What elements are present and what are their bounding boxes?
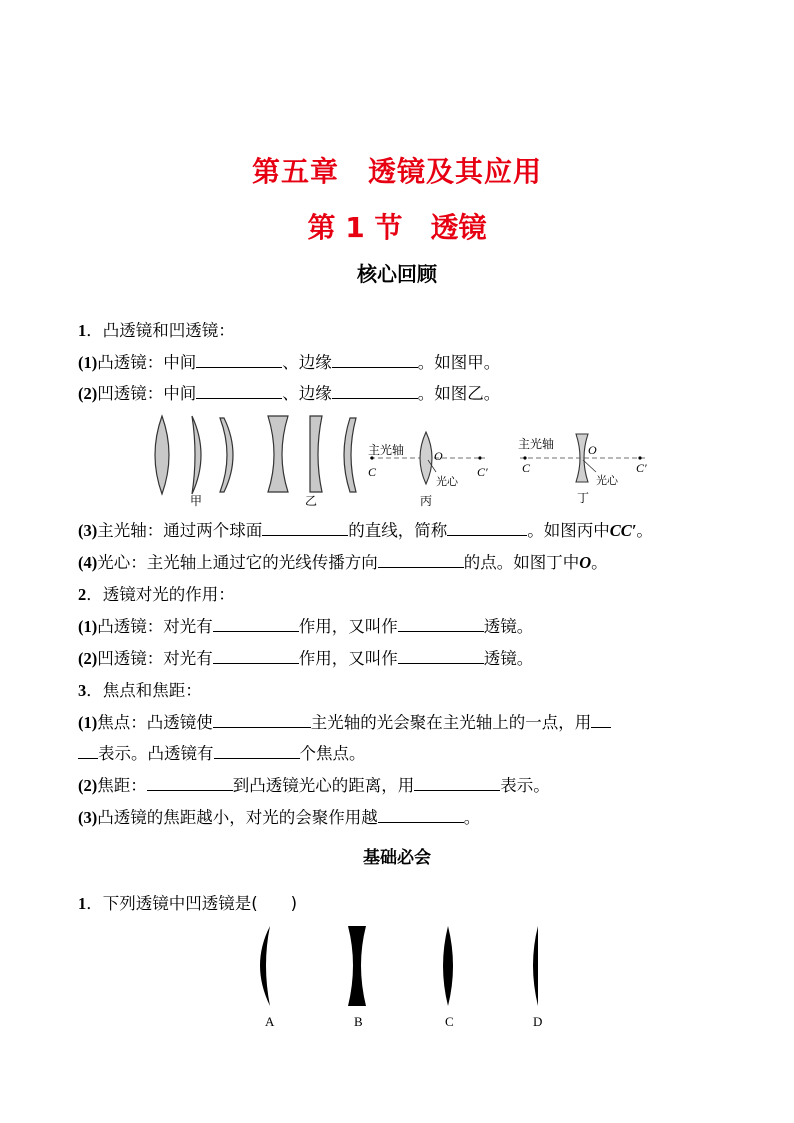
q1-part2: (2)凹透镜：中间 、边缘 。如图乙。 xyxy=(78,384,501,403)
meniscus-concave-lens xyxy=(344,418,356,492)
center-label-ding: 光心 xyxy=(596,475,618,487)
option-b-label: B xyxy=(354,1014,363,1029)
convex-lens-bing xyxy=(420,432,432,484)
q1-stem: 1．凸透镜和凹透镜： xyxy=(78,321,235,340)
blank[interactable] xyxy=(262,521,348,536)
q2-stem: 2．透镜对光的作用： xyxy=(78,585,235,604)
q1-part1: (1)凸透镜：中间 、边缘 。如图甲。 xyxy=(78,353,501,372)
center-label-bing: 光心 xyxy=(436,476,458,488)
blank[interactable] xyxy=(213,617,299,632)
option-d-label: D xyxy=(533,1014,543,1029)
label-jia: 甲 xyxy=(190,494,203,508)
exercise1-stem: 1．下列透镜中凹透镜是( ) xyxy=(78,894,298,913)
blank[interactable] xyxy=(196,384,282,399)
basics-heading: 基础必会 xyxy=(363,848,431,868)
c-label-bing: C xyxy=(368,465,377,479)
c-label-ding: C xyxy=(522,461,531,475)
label-ding: 丁 xyxy=(577,491,590,505)
q1-part3: (3)主光轴：通过两个球面 的直线，简称 。如图丙中CC′。 xyxy=(78,521,653,540)
blank[interactable] xyxy=(332,384,418,399)
chapter-title: 第五章 透镜及其应用 xyxy=(251,155,542,188)
option-c-label: C xyxy=(445,1014,454,1029)
q2-part2: (2)凹透镜：对光有 作用，又叫作 透镜。 xyxy=(78,649,534,668)
meniscus-convex-lens xyxy=(220,418,233,492)
blank[interactable] xyxy=(447,521,527,536)
option-a-lens xyxy=(260,926,270,1006)
blank[interactable] xyxy=(591,713,611,728)
blank[interactable] xyxy=(398,617,484,632)
c2-label-ding: C′ xyxy=(636,461,647,475)
c2-label-bing: C′ xyxy=(477,465,488,479)
blank[interactable] xyxy=(196,353,282,368)
option-c-lens xyxy=(443,926,453,1006)
blank[interactable] xyxy=(214,744,300,759)
o-label-ding: O xyxy=(588,443,597,457)
blank[interactable] xyxy=(213,713,311,728)
q3-part3: (3)凸透镜的焦距越小，对光的会聚作用越 。 xyxy=(78,808,481,827)
blank[interactable] xyxy=(332,353,418,368)
label-bing: 丙 xyxy=(420,494,433,508)
blank[interactable] xyxy=(147,776,233,791)
lens-figure xyxy=(140,410,660,515)
option-d-lens xyxy=(533,926,538,1006)
q1-part4: (4)光心：主光轴上通过它的光线传播方向 的点。如图丁中O。 xyxy=(78,553,608,572)
q3-stem: 3．焦点和焦距： xyxy=(78,681,202,700)
q2-part1: (1)凸透镜：对光有 作用，又叫作 透镜。 xyxy=(78,617,534,636)
section-title: 第 1 节 透镜 xyxy=(307,211,487,244)
blank[interactable] xyxy=(78,744,98,759)
axis-label-bing: 主光轴 xyxy=(368,443,405,457)
biconvex-lens xyxy=(155,416,169,494)
blank[interactable] xyxy=(414,776,500,791)
core-review-heading: 核心回顾 xyxy=(357,262,437,286)
option-b-lens xyxy=(348,926,366,1006)
blank[interactable] xyxy=(398,649,484,664)
blank[interactable] xyxy=(378,808,464,823)
plano-convex-lens xyxy=(192,416,201,494)
blank[interactable] xyxy=(378,553,464,568)
label-yi: 乙 xyxy=(305,494,318,508)
blank[interactable] xyxy=(213,649,299,664)
q3-part1-cont: 表示。凸透镜有 个焦点。 xyxy=(78,743,366,765)
plano-concave-lens xyxy=(310,416,322,492)
axis-label-ding: 主光轴 xyxy=(518,437,555,451)
q3-part2: (2)焦距： 到凸透镜光心的距离，用 表示。 xyxy=(78,776,550,795)
option-a-label: A xyxy=(265,1014,275,1029)
exercise1-options-figure xyxy=(240,920,570,1035)
biconcave-lens xyxy=(268,416,288,492)
o-label-bing: O xyxy=(434,449,443,463)
q3-part1: (1)焦点：凸透镜使 主光轴的光会聚在主光轴上的一点，用 xyxy=(78,712,611,734)
